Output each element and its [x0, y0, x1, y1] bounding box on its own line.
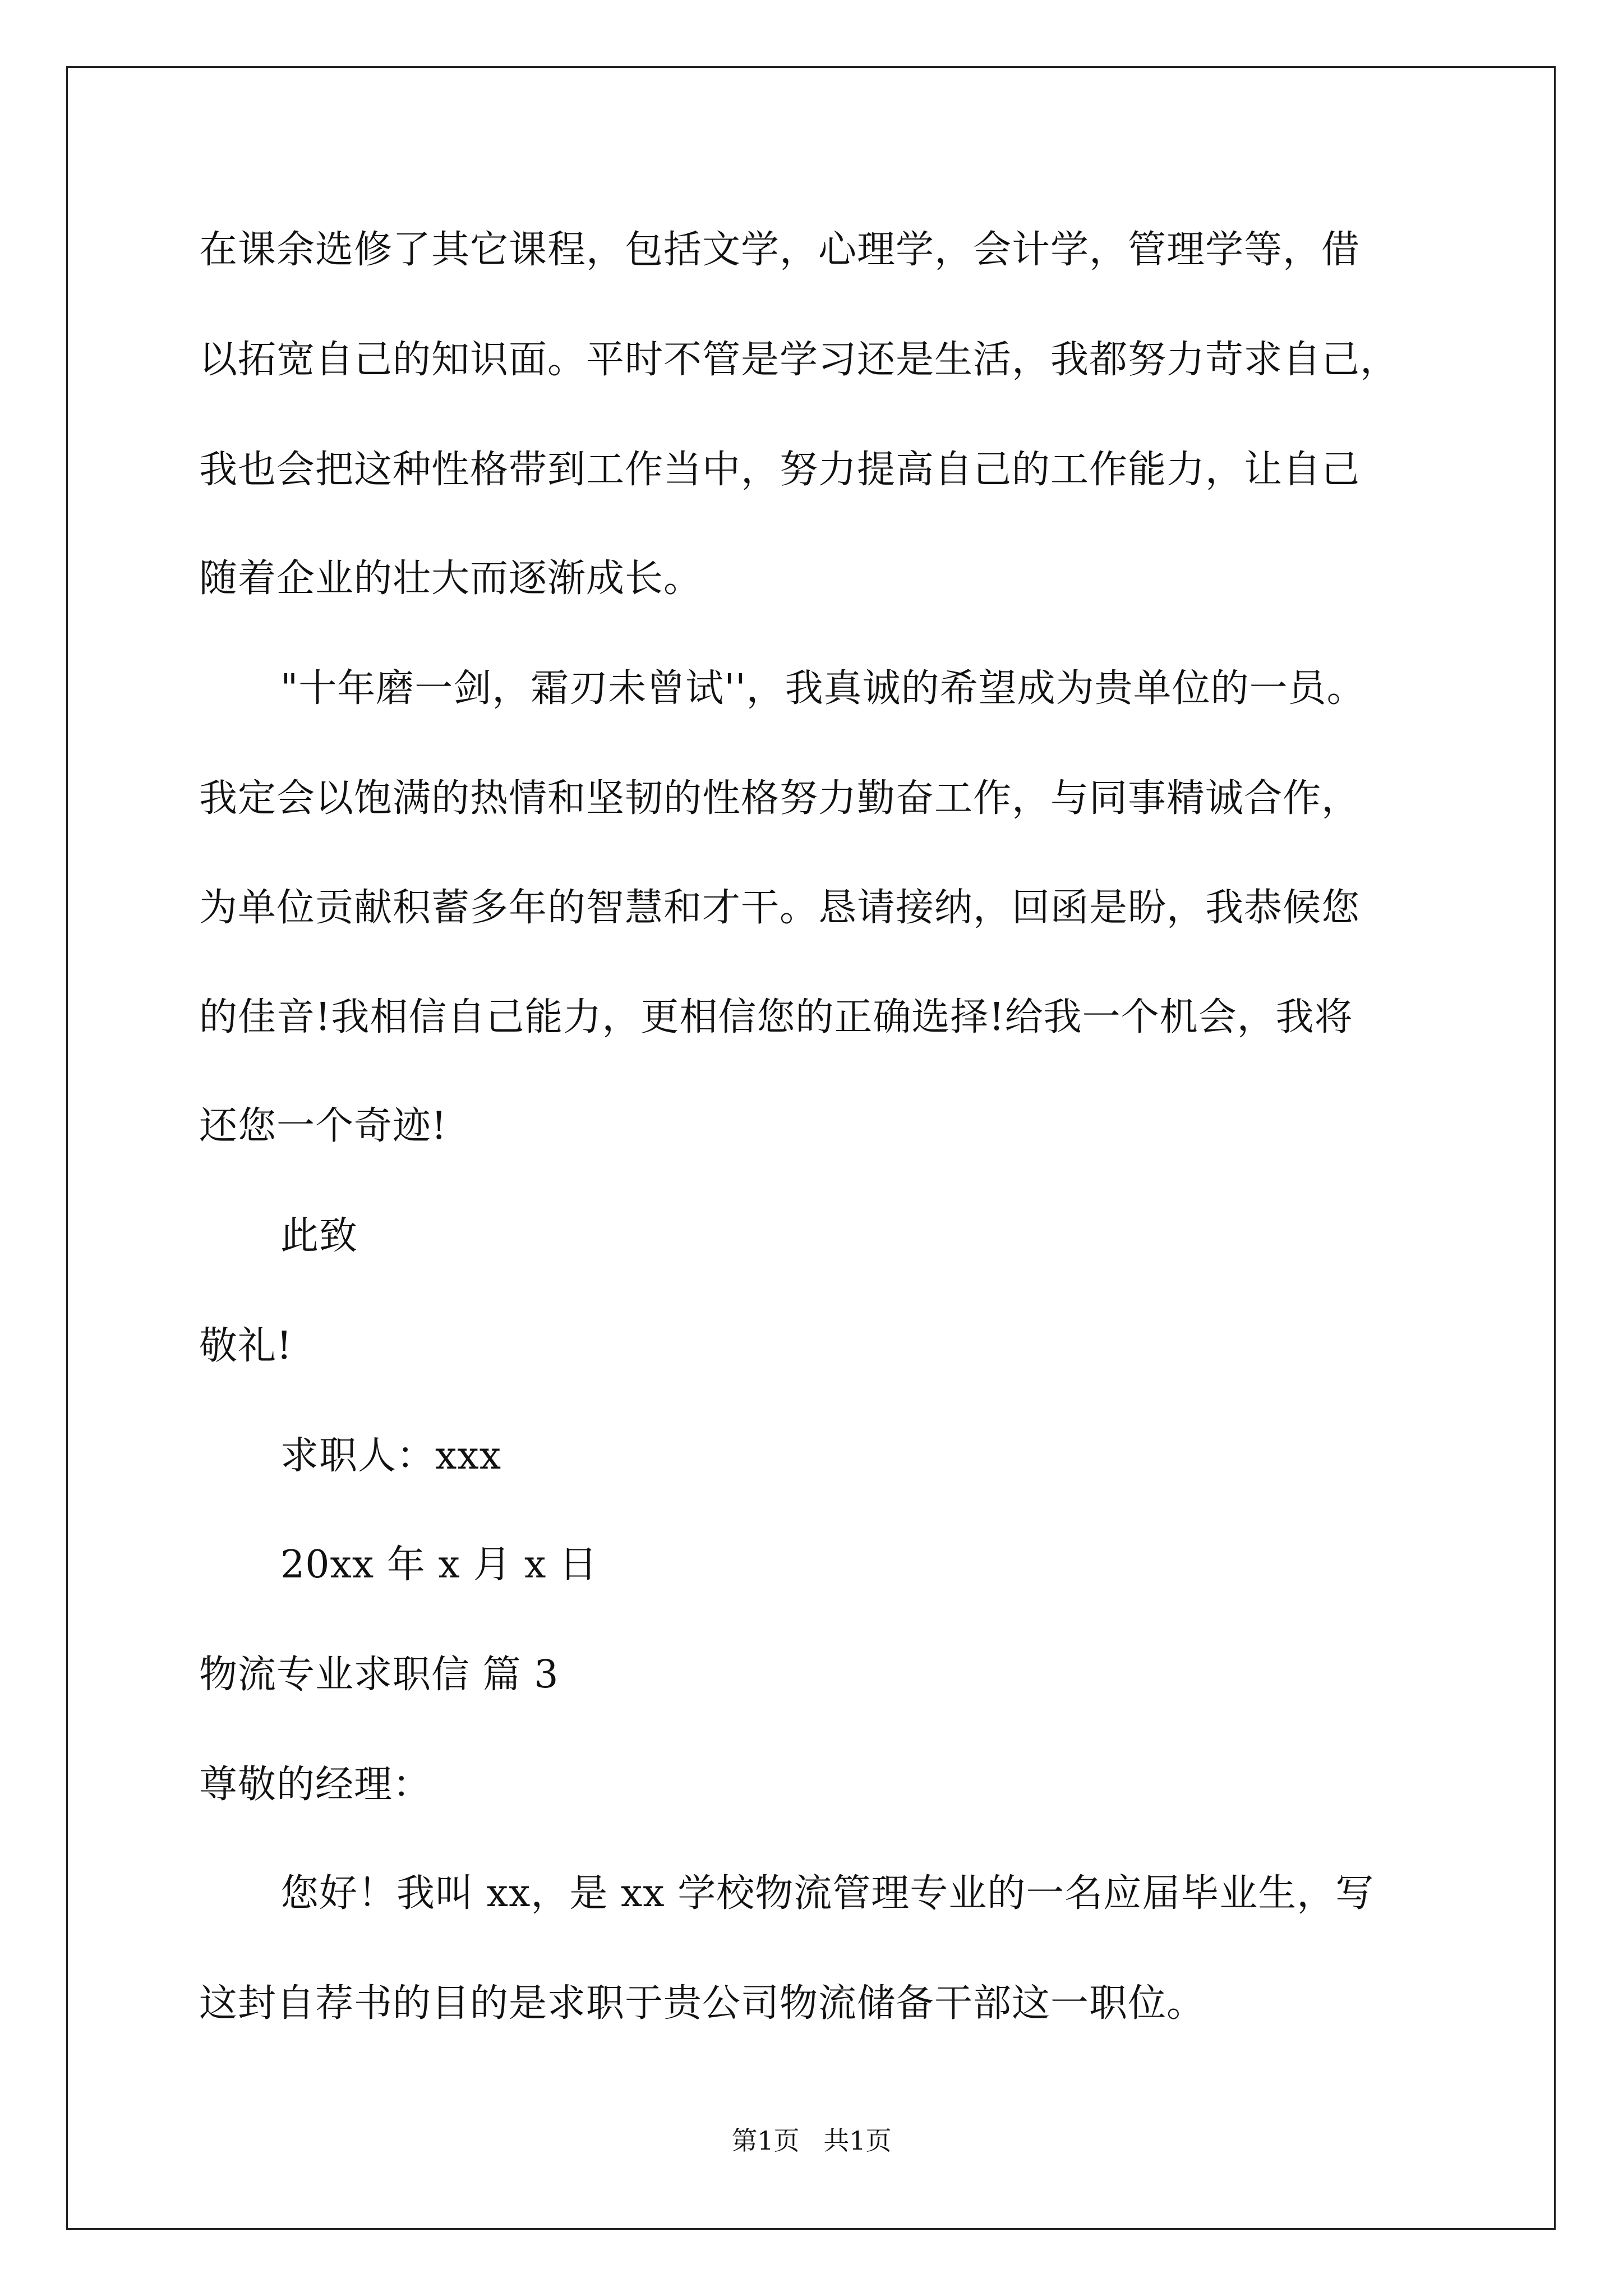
body-text-line: 这封自荐书的目的是求职于贵公司物流储备干部这一职位。: [199, 1981, 1206, 2026]
body-text-line: 在课余选修了其它课程，包括文学，心理学，会计学，管理学等，借: [199, 228, 1361, 272]
page-footer: [0, 2125, 1623, 2156]
body-text-line: 随着企业的壮大而逐渐成长。: [199, 556, 703, 601]
body-text-line: 还您一个奇迹!: [199, 1104, 448, 1148]
letter-date: 20xx 年 x 月 x 日: [280, 1543, 598, 1587]
body-text-line: "十年磨一剑，霜刃未曾试''，我真诚的希望成为贵单位的一员。: [280, 666, 1366, 711]
body-text-line: 为单位贡献积蓄多年的智慧和才干。恳请接纳，回函是盼，我恭候您: [199, 886, 1361, 930]
letter-greeting: 尊敬的经理：: [199, 1763, 432, 1807]
body-text-line: 您好！我叫 xx，是 xx 学校物流管理专业的一名应届毕业生，写: [280, 1871, 1375, 1916]
page-total: 共1页: [823, 2125, 892, 2156]
section-heading: 物流专业求职信 篇 3: [199, 1653, 559, 1697]
closing-regards: 敬礼!: [199, 1324, 293, 1368]
body-text-line: 以拓宽自己的知识面。平时不管是学习还是生活，我都努力苛求自己，: [199, 338, 1399, 382]
body-text-line: 的佳音!我相信自己能力，更相信您的正确选择!给我一个机会，我将: [199, 995, 1353, 1039]
page-number: 第1页: [731, 2125, 800, 2156]
body-text-line: 我也会把这种性格带到工作当中，努力提高自己的工作能力，让自己: [199, 448, 1361, 492]
closing-salutation: 此致: [280, 1214, 358, 1258]
applicant-signature: 求职人：xxx: [280, 1434, 502, 1478]
body-text-line: 我定会以饱满的热情和坚韧的性格努力勤奋工作，与同事精诚合作，: [199, 776, 1361, 821]
